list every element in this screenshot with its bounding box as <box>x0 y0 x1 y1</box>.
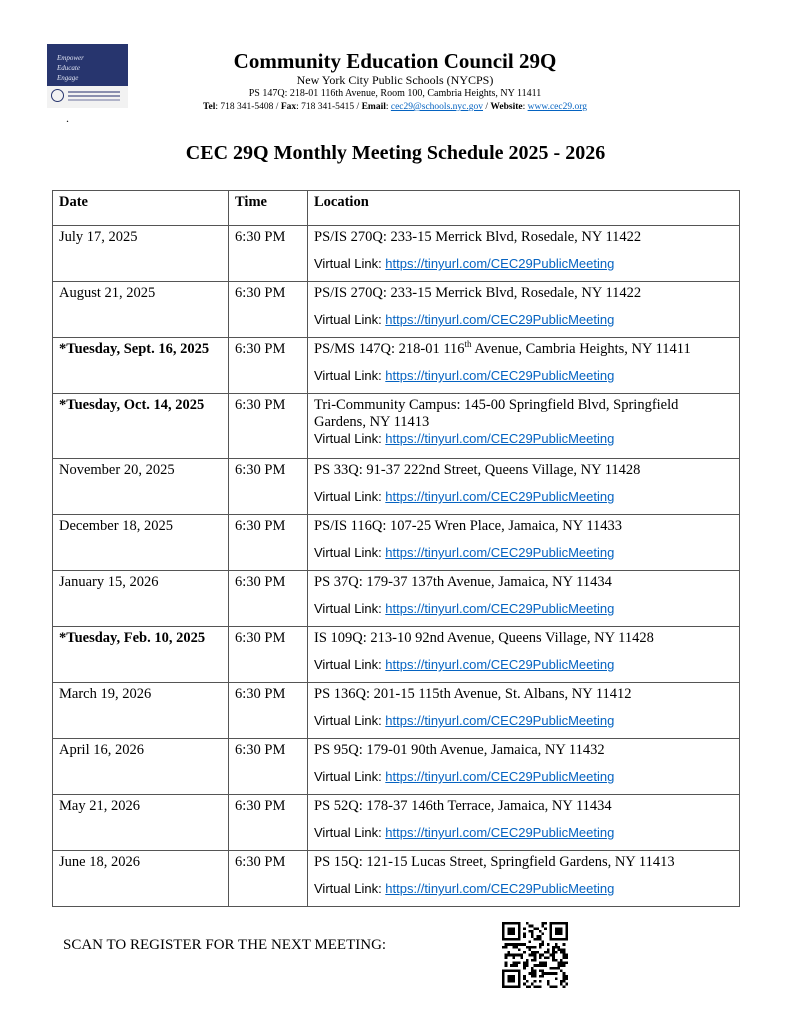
table-header-row <box>53 191 740 226</box>
location-address: IS 109Q: 213-10 92nd Avenue, Queens Village, NY 11428 <box>314 630 654 646</box>
date-cell: December 18, 2025 <box>53 515 229 571</box>
date-cell: March 19, 2026 <box>53 683 229 739</box>
date-cell: May 21, 2026 <box>53 795 229 851</box>
table-row <box>53 571 740 627</box>
date-cell: January 15, 2026 <box>53 571 229 627</box>
table-row <box>53 282 740 338</box>
location-cell <box>308 338 740 394</box>
time-cell: 6:30 PM <box>229 282 308 338</box>
date-cell: June 18, 2026 <box>53 851 229 907</box>
column-header-time: Time <box>229 191 308 226</box>
time-cell: 6:30 PM <box>229 394 308 459</box>
virtual-meeting-link[interactable]: https://tinyurl.com/CEC29PublicMeeting <box>385 825 615 840</box>
virtual-link-line: Virtual Link: https://tinyurl.com/CEC29PublicMeeting <box>314 769 615 784</box>
time-cell: 6:30 PM <box>229 627 308 683</box>
table-row <box>53 683 740 739</box>
time-cell: 6:30 PM <box>229 851 308 907</box>
location-address: PS 33Q: 91-37 222nd Street, Queens Village, NY 11428 <box>314 462 641 478</box>
location-address: Tri-Community Campus: 145-00 Springfield Blvd, Springfield Gardens, NY 11413 <box>314 397 679 430</box>
org-subtitle: New York City Public Schools (NYCPS) <box>296 73 494 87</box>
cec-logo <box>47 44 128 108</box>
virtual-link-line: Virtual Link: https://tinyurl.com/CEC29PublicMeeting <box>314 489 615 504</box>
time-cell: 6:30 PM <box>229 739 308 795</box>
location-cell <box>308 795 740 851</box>
location-address: PS 52Q: 178-37 146th Terrace, Jamaica, NY 11434 <box>314 798 612 814</box>
page-title: CEC 29Q Monthly Meeting Schedule 2025 - 2026 <box>185 142 606 164</box>
date-cell: *Tuesday, Oct. 14, 2025 <box>53 394 229 459</box>
location-cell <box>308 282 740 338</box>
virtual-link-line: Virtual Link: https://tinyurl.com/CEC29PublicMeeting <box>314 881 615 896</box>
org-address: PS 147Q: 218-01 116th Avenue, Room 100, Cambria Heights, NY 11411 <box>248 88 542 99</box>
virtual-meeting-link[interactable]: https://tinyurl.com/CEC29PublicMeeting <box>385 601 615 616</box>
date-cell: November 20, 2025 <box>53 459 229 515</box>
virtual-meeting-link[interactable]: https://tinyurl.com/CEC29PublicMeeting <box>385 713 615 728</box>
time-cell: 6:30 PM <box>229 338 308 394</box>
scan-instruction: SCAN TO REGISTER FOR THE NEXT MEETING: <box>63 937 387 953</box>
location-cell <box>308 851 740 907</box>
virtual-meeting-link[interactable]: https://tinyurl.com/CEC29PublicMeeting <box>385 881 615 896</box>
virtual-meeting-link[interactable]: https://tinyurl.com/CEC29PublicMeeting <box>385 368 615 383</box>
org-name: Community Education Council 29Q <box>233 49 557 73</box>
table-row <box>53 627 740 683</box>
virtual-link-line: Virtual Link: https://tinyurl.com/CEC29PublicMeeting <box>314 545 615 560</box>
table-row <box>53 795 740 851</box>
location-cell <box>308 739 740 795</box>
date-cell: August 21, 2025 <box>53 282 229 338</box>
location-address: PS 95Q: 179-01 90th Avenue, Jamaica, NY 11432 <box>314 742 605 758</box>
virtual-link-line: Virtual Link: https://tinyurl.com/CEC29PublicMeeting <box>314 601 615 616</box>
date-cell: *Tuesday, Sept. 16, 2025 <box>53 338 229 394</box>
time-cell: 6:30 PM <box>229 226 308 282</box>
table-row <box>53 851 740 907</box>
seal-icon <box>51 89 64 102</box>
location-address: PS/MS 147Q: 218-01 116th Avenue, Cambria Heights, NY 11411 <box>314 339 691 357</box>
virtual-link-line: Virtual Link: https://tinyurl.com/CEC29PublicMeeting <box>314 657 615 672</box>
location-address: PS/IS 270Q: 233-15 Merrick Blvd, Rosedale, NY 11422 <box>314 229 642 245</box>
column-header-location: Location <box>308 191 740 226</box>
date-cell: April 16, 2026 <box>53 739 229 795</box>
virtual-meeting-link[interactable]: https://tinyurl.com/CEC29PublicMeeting <box>385 312 615 327</box>
logo-words: Empower Educate Engage <box>57 54 84 82</box>
location-address: PS 37Q: 179-37 137th Avenue, Jamaica, NY 11434 <box>314 574 612 590</box>
virtual-meeting-link[interactable]: https://tinyurl.com/CEC29PublicMeeting <box>385 545 615 560</box>
location-cell <box>308 226 740 282</box>
time-cell: 6:30 PM <box>229 459 308 515</box>
date-cell: July 17, 2025 <box>53 226 229 282</box>
table-row <box>53 515 740 571</box>
virtual-link-line: Virtual Link: https://tinyurl.com/CEC29PublicMeeting <box>314 431 615 446</box>
table-row <box>53 226 740 282</box>
virtual-meeting-link[interactable]: https://tinyurl.com/CEC29PublicMeeting <box>385 657 615 672</box>
virtual-meeting-link[interactable]: https://tinyurl.com/CEC29PublicMeeting <box>385 431 615 446</box>
table-row <box>53 338 740 394</box>
table-row <box>53 739 740 795</box>
location-address: PS 15Q: 121-15 Lucas Street, Springfield Gardens, NY 11413 <box>314 854 675 870</box>
virtual-meeting-link[interactable]: https://tinyurl.com/CEC29PublicMeeting <box>385 489 615 504</box>
contact-line: Tel: 718 341-5408 / Fax: 718 341-5415 / Email: cec29@schools.nyc.gov / Website: www.cec29.org <box>203 102 587 112</box>
time-cell: 6:30 PM <box>229 515 308 571</box>
virtual-meeting-link[interactable]: https://tinyurl.com/CEC29PublicMeeting <box>385 256 615 271</box>
virtual-link-line: Virtual Link: https://tinyurl.com/CEC29PublicMeeting <box>314 713 615 728</box>
location-cell <box>308 627 740 683</box>
email-link[interactable]: cec29@schools.nyc.gov <box>390 102 483 112</box>
qr-code-icon[interactable] <box>502 922 568 988</box>
virtual-link-line: Virtual Link: https://tinyurl.com/CEC29PublicMeeting <box>314 825 615 840</box>
virtual-link-line: Virtual Link: https://tinyurl.com/CEC29PublicMeeting <box>314 368 615 383</box>
location-cell <box>308 394 740 459</box>
location-cell <box>308 683 740 739</box>
time-cell: 6:30 PM <box>229 571 308 627</box>
location-cell <box>308 515 740 571</box>
table-row <box>53 459 740 515</box>
table-row <box>53 394 740 459</box>
location-cell <box>308 571 740 627</box>
virtual-link-line: Virtual Link: https://tinyurl.com/CEC29PublicMeeting <box>314 312 615 327</box>
column-header-date: Date <box>53 191 229 226</box>
date-cell: *Tuesday, Feb. 10, 2025 <box>53 627 229 683</box>
location-address: PS/IS 270Q: 233-15 Merrick Blvd, Rosedale, NY 11422 <box>314 285 642 301</box>
virtual-meeting-link[interactable]: https://tinyurl.com/CEC29PublicMeeting <box>385 769 615 784</box>
website-link[interactable]: www.cec29.org <box>527 102 587 112</box>
time-cell: 6:30 PM <box>229 795 308 851</box>
location-address: PS 136Q: 201-15 115th Avenue, St. Albans, NY 11412 <box>314 686 632 702</box>
meeting-schedule-table <box>52 190 740 907</box>
virtual-link-line: Virtual Link: https://tinyurl.com/CEC29PublicMeeting <box>314 256 615 271</box>
location-address: PS/IS 116Q: 107-25 Wren Place, Jamaica, NY 11433 <box>314 518 623 534</box>
time-cell: 6:30 PM <box>229 683 308 739</box>
location-cell <box>308 459 740 515</box>
